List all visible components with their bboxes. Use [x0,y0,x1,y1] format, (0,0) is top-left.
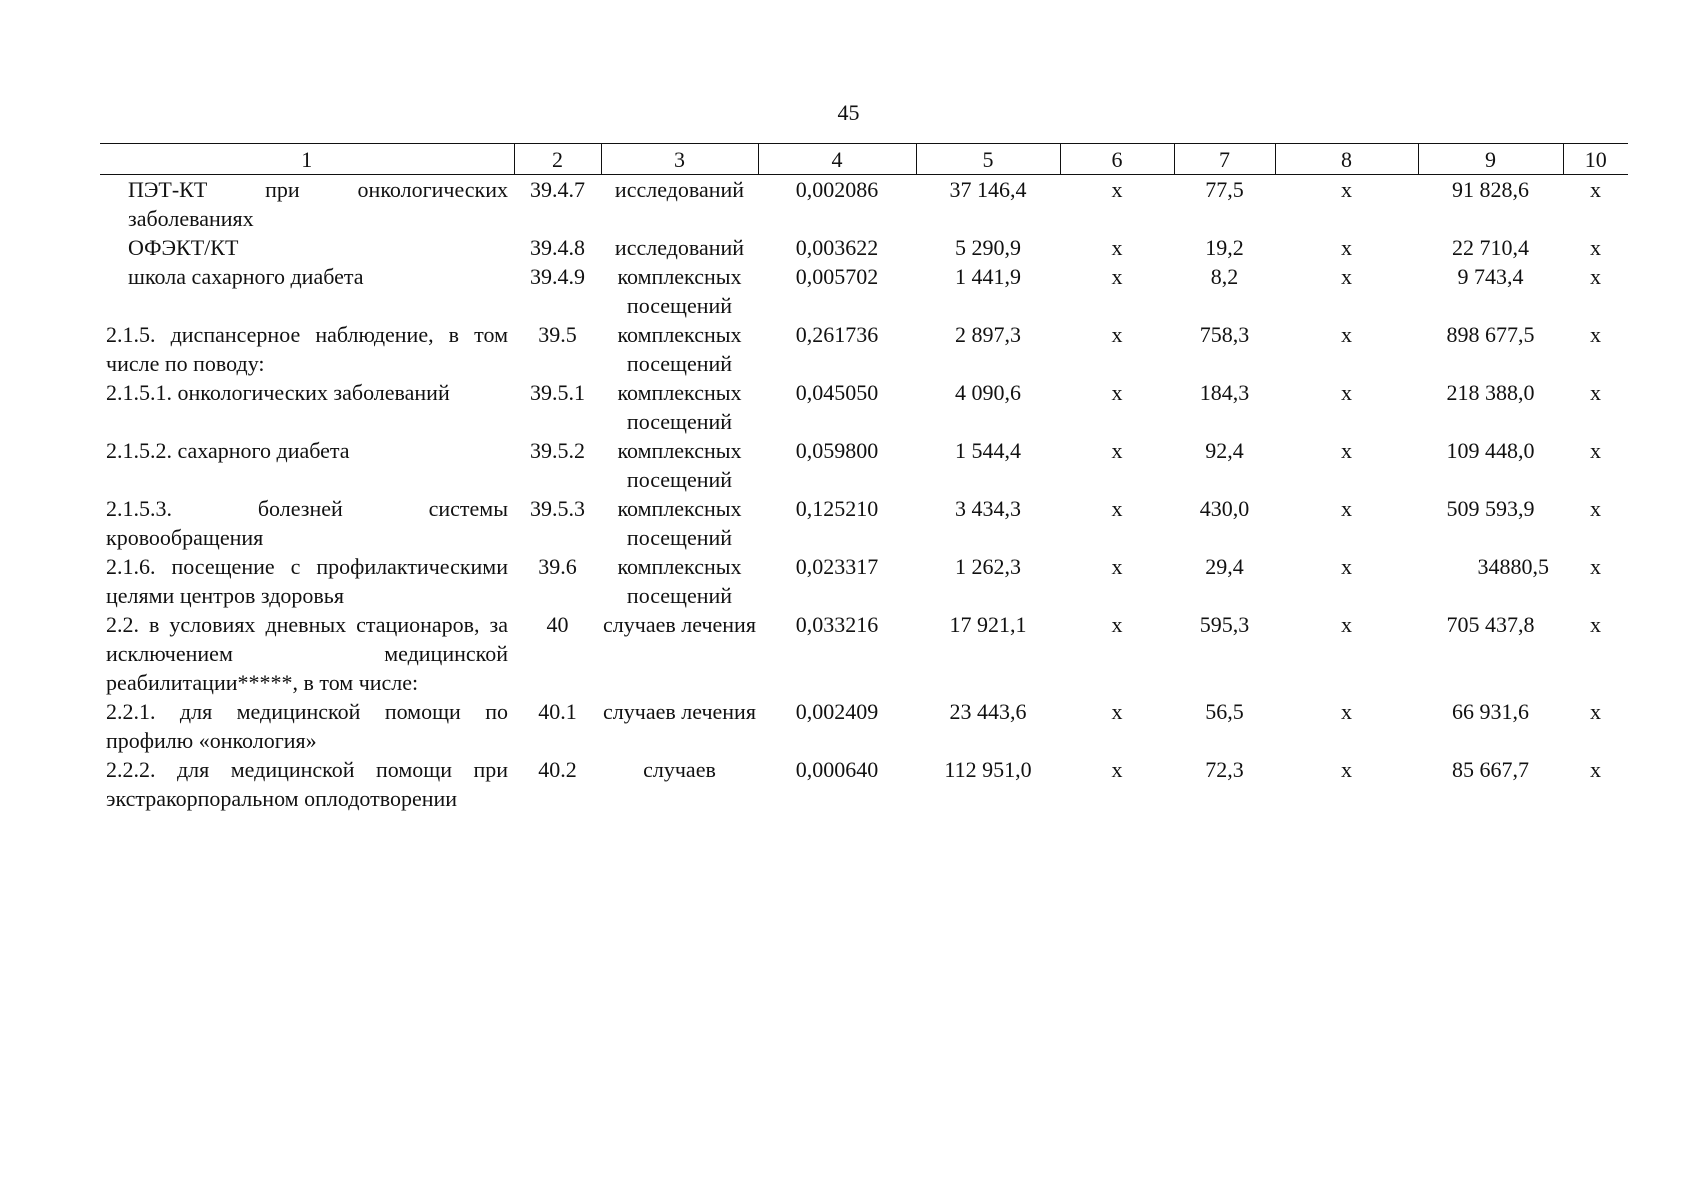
row-name: 2.2.1. для медицинской помощи по профилю «онкология» [106,699,508,753]
row-col8: x [1341,264,1352,289]
column-header-4: 4 [758,144,916,175]
row-col4: 0,000640 [795,757,879,782]
table-row [100,175,1628,234]
row-col9: 34880,5 [1477,554,1549,579]
row-col10: x [1590,264,1601,289]
row-unit: случаев лечения [603,612,756,637]
row-col4: 0,005702 [795,264,879,289]
row-col6: x [1111,380,1123,405]
row-col8: x [1341,235,1352,260]
row-code: 40.2 [538,757,577,782]
column-header-1: 1 [100,144,514,175]
row-col4: 0,023317 [795,554,879,579]
row-col9: 509 593,9 [1446,496,1535,521]
row-code: 39.5.1 [530,380,585,405]
row-col10: x [1590,612,1601,637]
row-col10: x [1590,496,1601,521]
row-col6: x [1111,438,1123,463]
row-code: 39.5.3 [530,496,585,521]
table-row [100,552,1628,610]
row-col6: x [1111,264,1123,289]
row-col9: 9 743,4 [1457,264,1524,289]
row-col4: 0,125210 [795,496,879,521]
column-header-7: 7 [1174,144,1275,175]
row-col4: 0,002409 [795,699,879,724]
row-col7: 92,4 [1205,438,1244,463]
row-col6: x [1111,177,1123,202]
row-unit: исследований [614,177,745,202]
row-unit: комплексных посещений [617,554,742,608]
column-header-6: 6 [1060,144,1174,175]
row-col10: x [1590,177,1601,202]
column-header-5: 5 [916,144,1060,175]
row-code: 39.4.8 [530,235,585,260]
row-unit: комплексных посещений [617,438,742,492]
row-col6: x [1111,757,1123,782]
row-unit: комплексных посещений [617,380,742,434]
row-col10: x [1590,380,1601,405]
row-col8: x [1341,380,1352,405]
row-col9: 705 437,8 [1446,612,1535,637]
table-row [100,494,1628,552]
row-col6: x [1111,612,1123,637]
column-header-8: 8 [1275,144,1418,175]
row-col6: x [1111,322,1123,347]
row-name: 2.1.5. диспансерное наблюдение, в том числе по поводу: [106,322,508,376]
row-col9: 22 710,4 [1452,235,1529,260]
row-col5: 112 951,0 [944,757,1032,782]
row-col6: x [1111,496,1123,521]
row-col9: 898 677,5 [1446,322,1535,347]
row-unit: случаев [643,757,716,782]
row-name: 2.2. в условиях дневных стационаров, за исключением медицинской реабилитации*****, в том числе: [106,612,508,695]
row-col4: 0,045050 [795,380,879,405]
page-number: 45 [837,100,860,125]
row-col5: 17 921,1 [949,612,1027,637]
row-col8: x [1341,757,1352,782]
row-col5: 1 544,4 [955,438,1021,463]
row-col5: 4 090,6 [955,380,1021,405]
row-col9: 91 828,6 [1452,177,1529,202]
row-col6: x [1111,235,1123,260]
row-col7: 72,3 [1205,757,1244,782]
row-name: ОФЭКТ/КТ [128,235,239,260]
row-col4: 0,003622 [795,235,879,260]
row-col8: x [1341,322,1352,347]
row-col7: 19,2 [1205,235,1244,260]
row-col9: 218 388,0 [1446,380,1535,405]
row-unit: комплексных посещений [617,496,742,550]
row-col7: 56,5 [1205,699,1244,724]
column-header-3: 3 [601,144,758,175]
row-col4: 0,261736 [795,322,879,347]
row-unit: комплексных посещений [617,264,742,318]
row-col8: x [1341,177,1352,202]
row-col9: 85 667,7 [1452,757,1529,782]
row-col9: 109 448,0 [1446,438,1535,463]
row-col5: 1 441,9 [955,264,1021,289]
row-col10: x [1590,757,1601,782]
row-code: 39.5 [538,322,577,347]
row-col10: x [1590,438,1601,463]
row-name: 2.1.6. посещение с профилактическими целями центров здоровья [106,554,508,608]
row-name: ПЭТ-КТ при онкологических заболеваниях [128,177,508,231]
data-table [100,143,1628,813]
row-name: 2.1.5.1. онкологических заболеваний [106,380,450,405]
row-name: 2.1.5.2. сахарного диабета [106,438,350,463]
row-code: 39.4.9 [530,264,585,289]
row-col5: 3 434,3 [955,496,1021,521]
row-name: школа сахарного диабета [128,264,364,289]
row-col5: 2 897,3 [955,322,1021,347]
row-col8: x [1341,612,1352,637]
table-row [100,233,1628,262]
row-col9: 66 931,6 [1452,699,1529,724]
row-col10: x [1590,554,1601,579]
column-header-9: 9 [1418,144,1563,175]
row-col4: 0,002086 [795,177,879,202]
row-name: 2.1.5.3. болезней системы кровообращения [106,496,508,550]
table-row [100,697,1628,755]
row-col7: 758,3 [1199,322,1250,347]
row-col8: x [1341,699,1352,724]
row-unit: комплексных посещений [617,322,742,376]
row-col5: 5 290,9 [955,235,1021,260]
row-col5: 1 262,3 [955,554,1021,579]
row-col5: 37 146,4 [949,177,1027,202]
row-col7: 29,4 [1205,554,1244,579]
row-col6: x [1111,554,1123,579]
row-col8: x [1341,496,1352,521]
row-code: 39.4.7 [530,177,585,202]
row-unit: случаев лечения [603,699,756,724]
table-row [100,320,1628,378]
header-row [100,144,1628,175]
row-col10: x [1590,235,1601,260]
table-row [100,755,1628,813]
row-unit: исследований [614,235,745,260]
table-row [100,262,1628,320]
row-col10: x [1590,699,1601,724]
row-col7: 184,3 [1199,380,1250,405]
row-col7: 77,5 [1205,177,1244,202]
row-col5: 23 443,6 [949,699,1027,724]
column-header-10: 10 [1563,144,1628,175]
row-col6: x [1111,699,1123,724]
row-code: 40.1 [538,699,577,724]
row-col7: 430,0 [1199,496,1250,521]
row-code: 40 [546,612,569,637]
table-row [100,610,1628,697]
row-col10: x [1590,322,1601,347]
table-row [100,436,1628,494]
row-code: 39.6 [538,554,577,579]
row-col4: 0,059800 [795,438,879,463]
row-col7: 595,3 [1199,612,1250,637]
row-col8: x [1341,438,1352,463]
row-col4: 0,033216 [795,612,879,637]
table-row [100,378,1628,436]
column-header-2: 2 [514,144,601,175]
row-col7: 8,2 [1210,264,1239,289]
row-name: 2.2.2. для медицинской помощи при экстракорпоральном оплодотворении [106,757,508,811]
row-code: 39.5.2 [530,438,585,463]
row-col8: x [1341,554,1352,579]
